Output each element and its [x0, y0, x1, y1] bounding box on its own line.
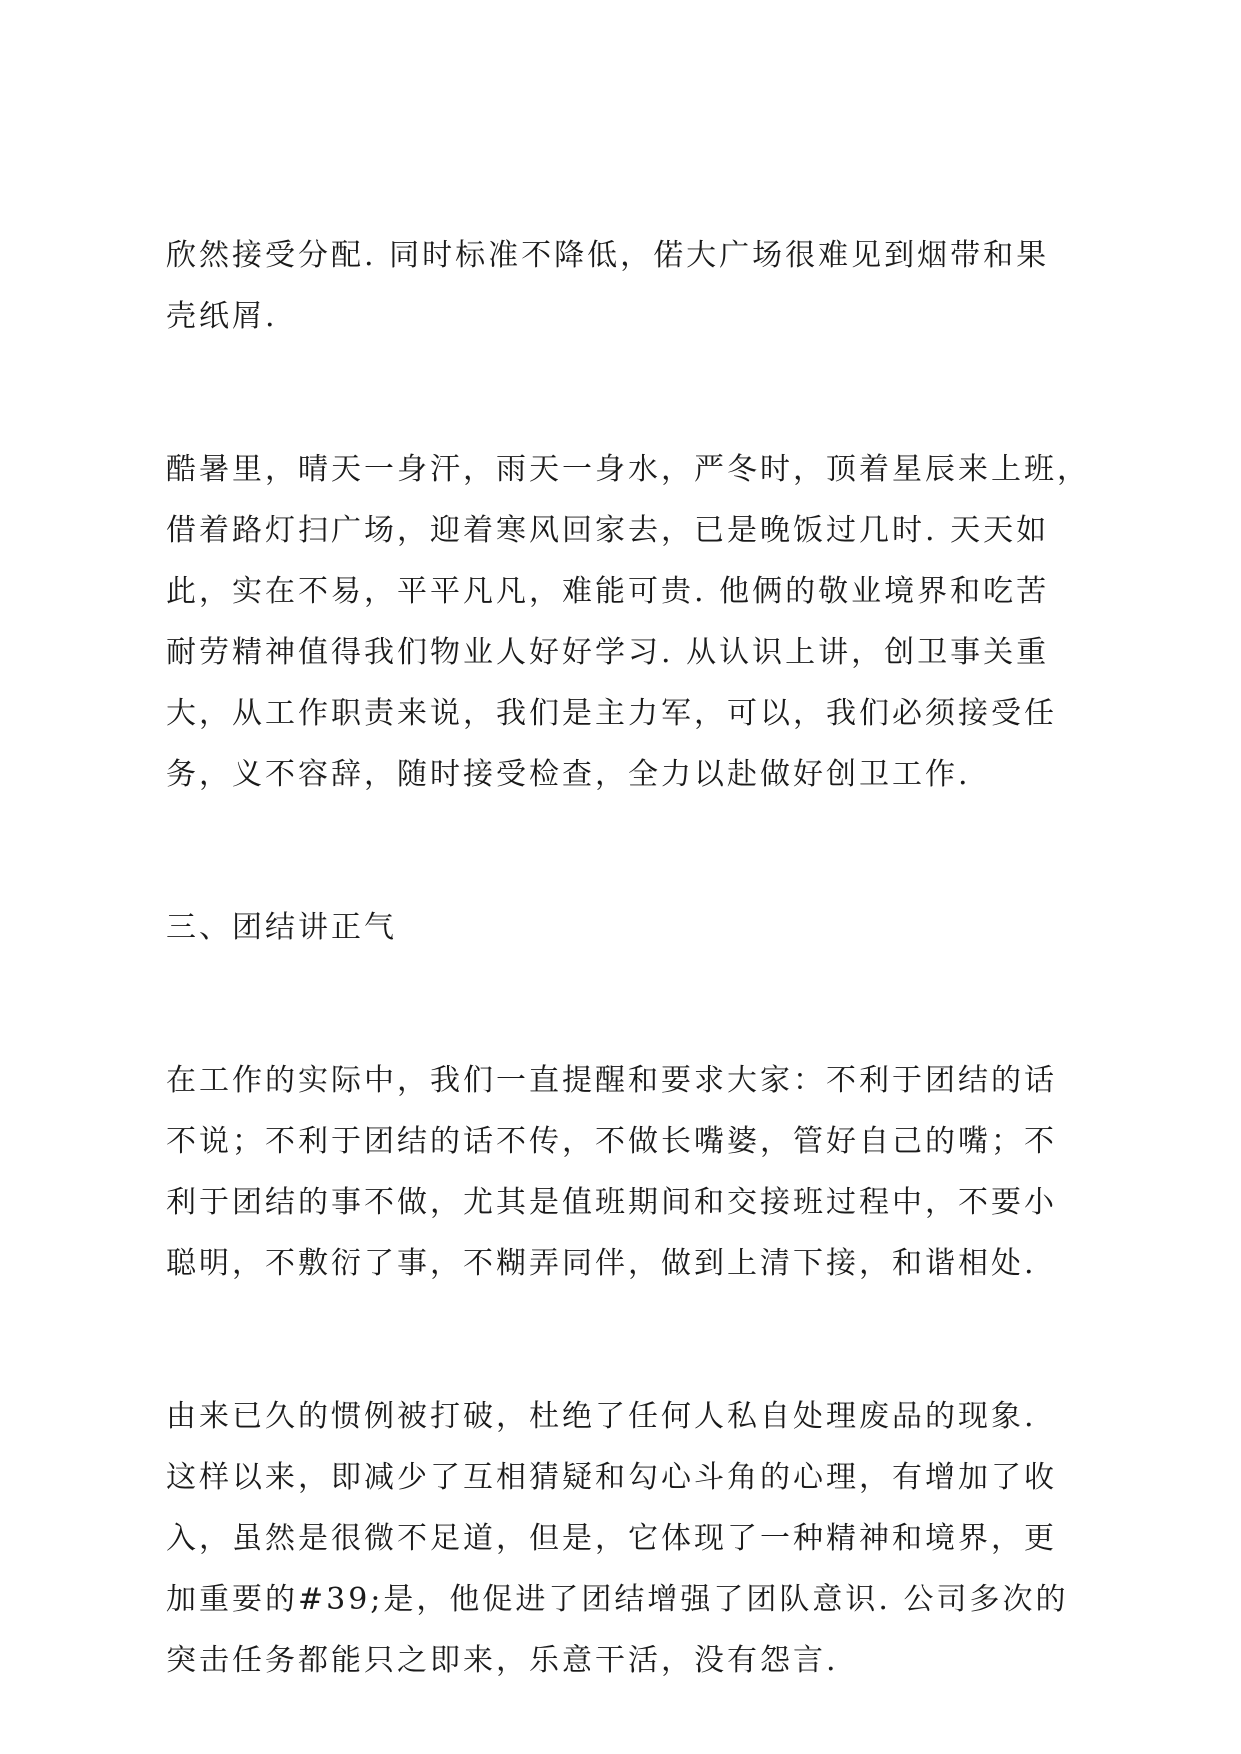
paragraph-line: 利于团结的事不做，尤其是值班期间和交接班过程中，不要小 [166, 1185, 1057, 1220]
paragraph-line: 耐劳精神值得我们物业人好好学习. 从认识上讲，创卫事关重 [166, 635, 1050, 670]
paragraph-line: 入，虽然是很微不足道，但是，它体现了一种精神和境界，更 [166, 1521, 1057, 1556]
paragraph-2 [166, 439, 1096, 805]
paragraph-line: 聪明，不敷衍了事，不糊弄同伴，做到上清下接，和谐相处. [166, 1246, 1037, 1281]
paragraph-line: 由来已久的惯例被打破，杜绝了任何人私自处理废品的现象. [166, 1399, 1037, 1434]
paragraph-4 [166, 1386, 1096, 1691]
paragraph-spacer [166, 1294, 1096, 1386]
paragraph-line: 壳纸屑. [166, 299, 278, 334]
paragraph-1 [166, 225, 1096, 347]
paragraph-line: 大，从工作职责来说，我们是主力军，可以，我们必须接受任 [166, 696, 1057, 731]
paragraph-3 [166, 1050, 1096, 1294]
paragraph-line: 不说；不利于团结的话不传，不做长嘴婆，管好自己的嘴；不 [166, 1124, 1057, 1159]
paragraph-line: 欣然接受分配. 同时标准不降低，偌大广场很难见到烟带和果 [166, 238, 1050, 273]
paragraph-line: 借着路灯扫广场，迎着寒风回家去，已是晚饭过几时. 天天如 [166, 513, 1050, 548]
paragraph-line: 突击任务都能只之即来，乐意干活，没有怨言. [166, 1643, 839, 1678]
paragraph-line: 酷暑里，晴天一身汗，雨天一身水，严冬时，顶着星辰来上班， [166, 452, 1090, 487]
paragraph-line: 加重要的#39;是，他促进了团结增强了团队意识. 公司多次的 [166, 1582, 1069, 1617]
paragraph-line: 这样以来，即减少了互相猜疑和勾心斗角的心理，有增加了收 [166, 1460, 1057, 1495]
paragraph-spacer [166, 805, 1096, 897]
paragraph-spacer [166, 958, 1096, 1050]
paragraph-spacer [166, 347, 1096, 439]
paragraph-line: 在工作的实际中，我们一直提醒和要求大家：不利于团结的话 [166, 1063, 1057, 1098]
document-body [166, 225, 1096, 1691]
section-heading: 三、团结讲正气 [166, 910, 397, 945]
paragraph-line: 此，实在不易，平平凡凡，难能可贵. 他俩的敬业境界和吃苦 [166, 574, 1050, 609]
paragraph-line: 务，义不容辞，随时接受检查，全力以赴做好创卫工作. [166, 757, 971, 792]
